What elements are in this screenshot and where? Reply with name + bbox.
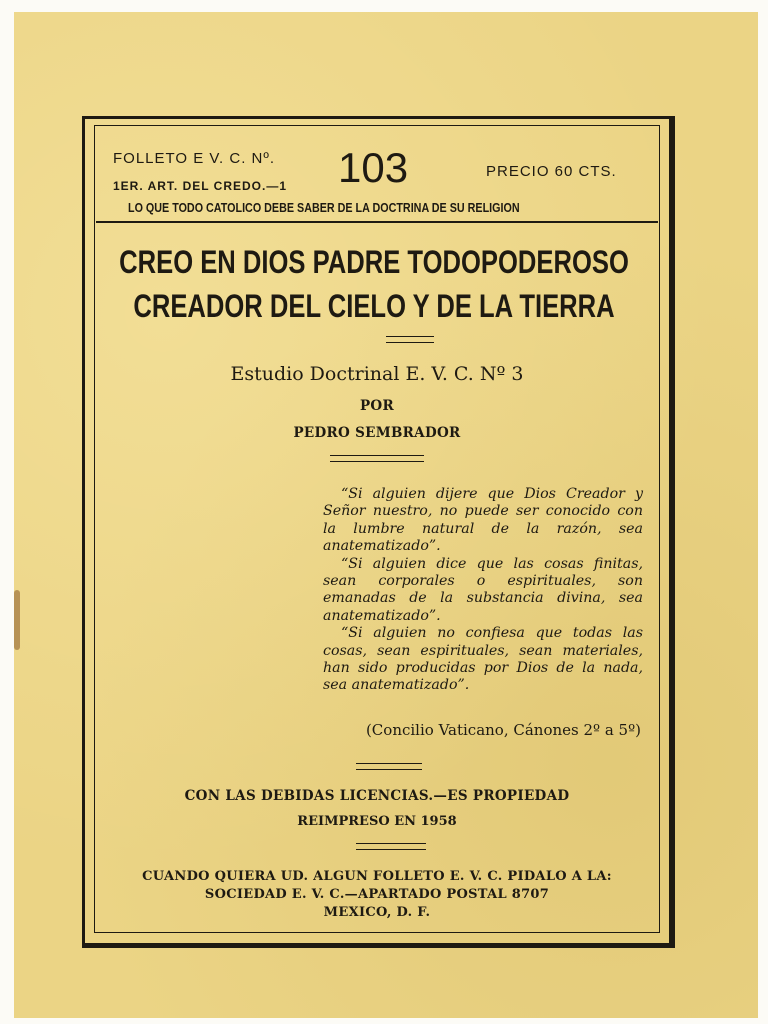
study-subtitle: Estudio Doctrinal E. V. C. Nº 3 xyxy=(230,363,524,385)
paper-stain xyxy=(14,590,20,650)
quote-paragraph-2: “Si alguien dice que las cosas finitas, sean corporales o espirituales, son emanadas de la substancia divina, sea anatematizado”. xyxy=(323,555,643,624)
footer-line-3: MEXICO, D. F. xyxy=(323,905,431,920)
tagline: LO QUE TODO CATOLICO DEBE SABER DE LA DOCTRINA DE SU RELIGION xyxy=(128,201,520,215)
citation: (Concilio Vaticano, Cánones 2º a 5º) xyxy=(365,721,641,739)
quote-paragraph-1: “Si alguien dijere que Dios Creador y Señor nuestro, no puede ser conocido con la lumbre natural de la razón, sea anatematizado”. xyxy=(323,486,643,555)
por-label: POR xyxy=(359,398,395,414)
reimpreso-double-rule xyxy=(356,843,426,850)
folleto-label: FOLLETO E V. C. Nº. xyxy=(113,150,276,167)
header-divider xyxy=(96,221,658,223)
folleto-number: 103 xyxy=(338,144,409,191)
reimpreso-line: REIMPRESO EN 1958 xyxy=(297,814,457,829)
quote-paragraph-3: “Si alguien no confiesa que todas las cosas, sean espirituales, sean materiales, han sido producidas por Dios de la nada, sea anatematizado”. xyxy=(323,625,643,694)
canon-quote xyxy=(323,486,643,695)
author-double-rule xyxy=(330,455,424,462)
article-label: 1ER. ART. DEL CREDO.—1 xyxy=(113,179,288,193)
title-line-1: CREO EN DIOS PADRE TODOPODEROSO xyxy=(119,244,629,280)
title-double-rule xyxy=(386,336,434,343)
author-name: PEDRO SEMBRADOR xyxy=(293,425,461,441)
title-line-2: CREADOR DEL CIELO Y DE LA TIERRA xyxy=(133,288,615,324)
footer-line-1: CUANDO QUIERA UD. ALGUN FOLLETO E. V. C. PIDALO A LA: xyxy=(142,869,612,884)
citation-double-rule xyxy=(356,763,422,770)
licencias-line: CON LAS DEBIDAS LICENCIAS.—ES PROPIEDAD xyxy=(184,788,570,804)
price-label: PRECIO 60 CTS. xyxy=(486,163,617,180)
footer-line-2: SOCIEDAD E. V. C.—APARTADO POSTAL 8707 xyxy=(204,887,550,902)
